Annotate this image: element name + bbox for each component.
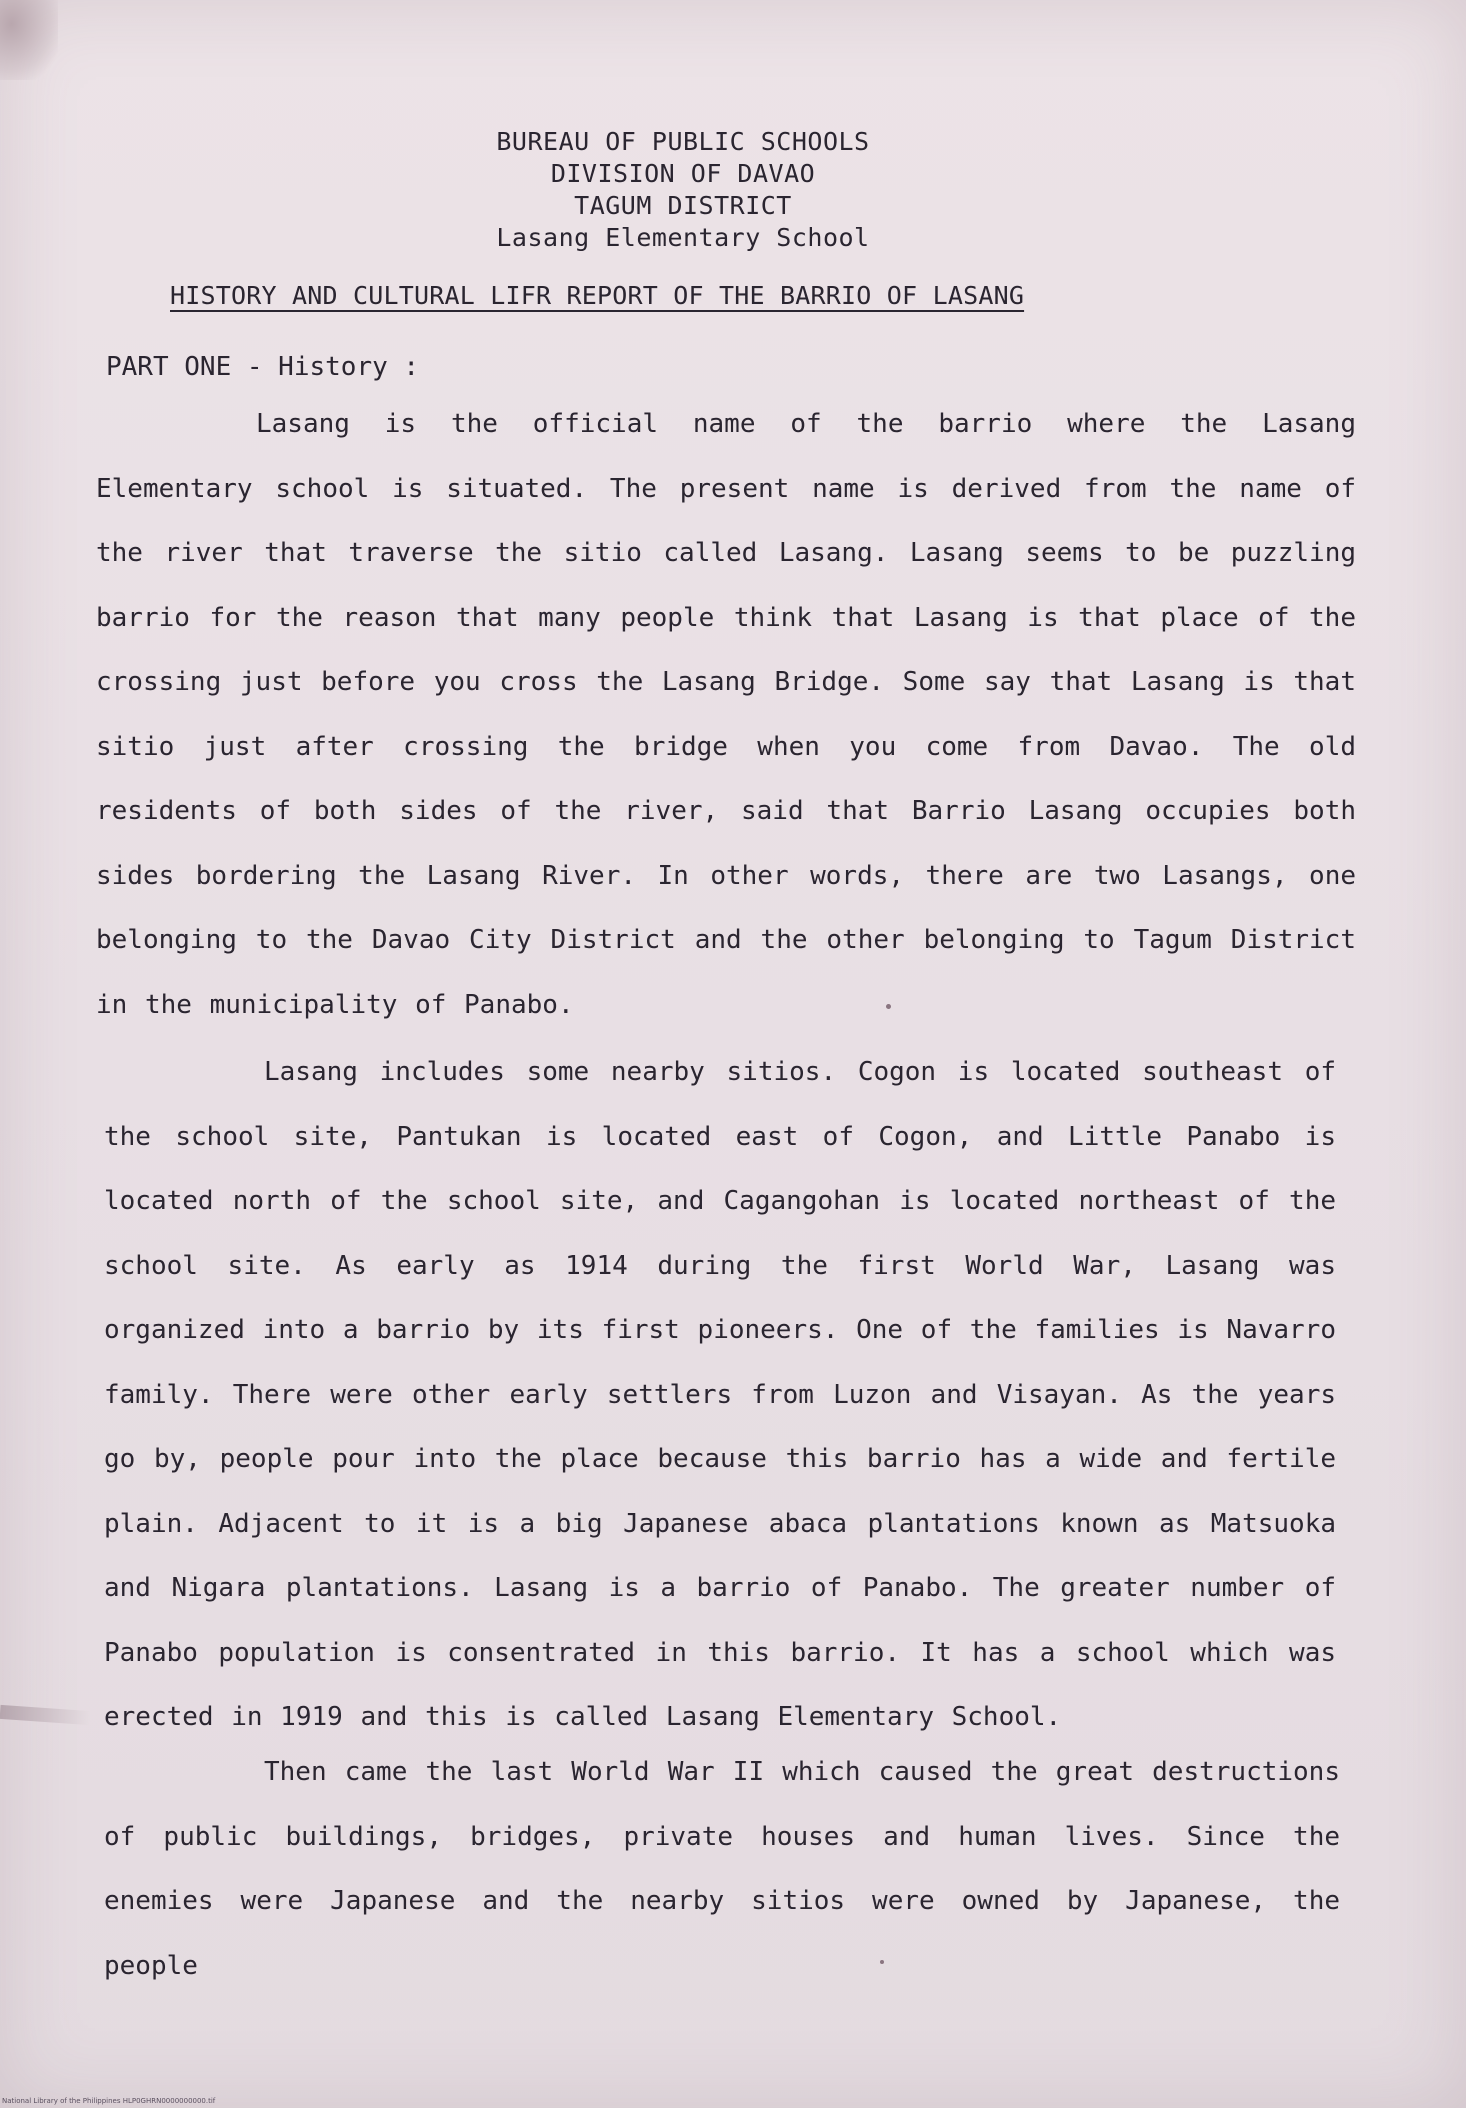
header-bureau: BUREAU OF PUBLIC SCHOOLS	[496, 127, 870, 156]
page-crease	[0, 1705, 90, 1725]
report-title: HISTORY AND CULTURAL LIFR REPORT OF THE BARRIO OF LASANG	[170, 281, 1025, 310]
header-school: Lasang Elementary School	[496, 223, 870, 252]
part-heading: PART ONE - History :	[106, 352, 420, 382]
letterhead	[0, 126, 1466, 254]
paragraph-3-block	[104, 1740, 1340, 1998]
ink-speck	[880, 1960, 884, 1964]
paragraph-1: Lasang is the official name of the barrio where the Lasang Elementary school is situated. The present name is derived from the name of the river that traverse the sitio called Lasang. Lasang seems to be puzzling barrio for the reason that many people think that Lasang is that place of the crossing just before you cross the Lasang Bridge. Some say that Lasang is that sitio just after crossing the bridge when you come from Davao. The old residents of both sides of the river, said that Barrio Lasang occupies both sides bordering the Lasang River. In other words, there are two Lasangs, one belonging to the Davao City District and the other belonging to Tagum District in the municipality of Panabo.	[96, 409, 1356, 1020]
paragraph-2-block	[104, 1040, 1336, 1750]
paragraph-3: Then came the last World War II which caused the great destructions of public buildings, bridges, private houses and human lives. Since the enemies were Japanese and the nearby sitios were owned by Japanese, the people	[104, 1757, 1340, 1981]
page-stain	[0, 0, 58, 80]
header-district: TAGUM DISTRICT	[574, 191, 792, 220]
paragraph-1-block	[96, 392, 1356, 1037]
archive-footer: National Library of the Philippines HLP0GHRN0000000000.tif	[2, 2097, 216, 2105]
ink-speck	[886, 1004, 891, 1009]
header-division: DIVISION OF DAVAO	[550, 159, 816, 188]
paragraph-2: Lasang includes some nearby sitios. Cogon is located southeast of the school site, Pantukan is located east of Cogon, and Little Panabo is located north of the school site, and Cagangohan is located northeast of the school site. As early as 1914 during the first World War, Lasang was organized into a barrio by its first pioneers. One of the families is Navarro family. There were other early settlers from Luzon and Visayan. As the years go by, people pour into the place because this barrio has a wide and fertile plain. Adjacent to it is a big Japanese abaca plantations known as Matsuoka and Nigara plantations. Lasang is a barrio of Panabo. The greater number of Panabo population is consentrated in this barrio. It has a school which was erected in 1919 and this is called Lasang Elementary School.	[104, 1057, 1336, 1732]
